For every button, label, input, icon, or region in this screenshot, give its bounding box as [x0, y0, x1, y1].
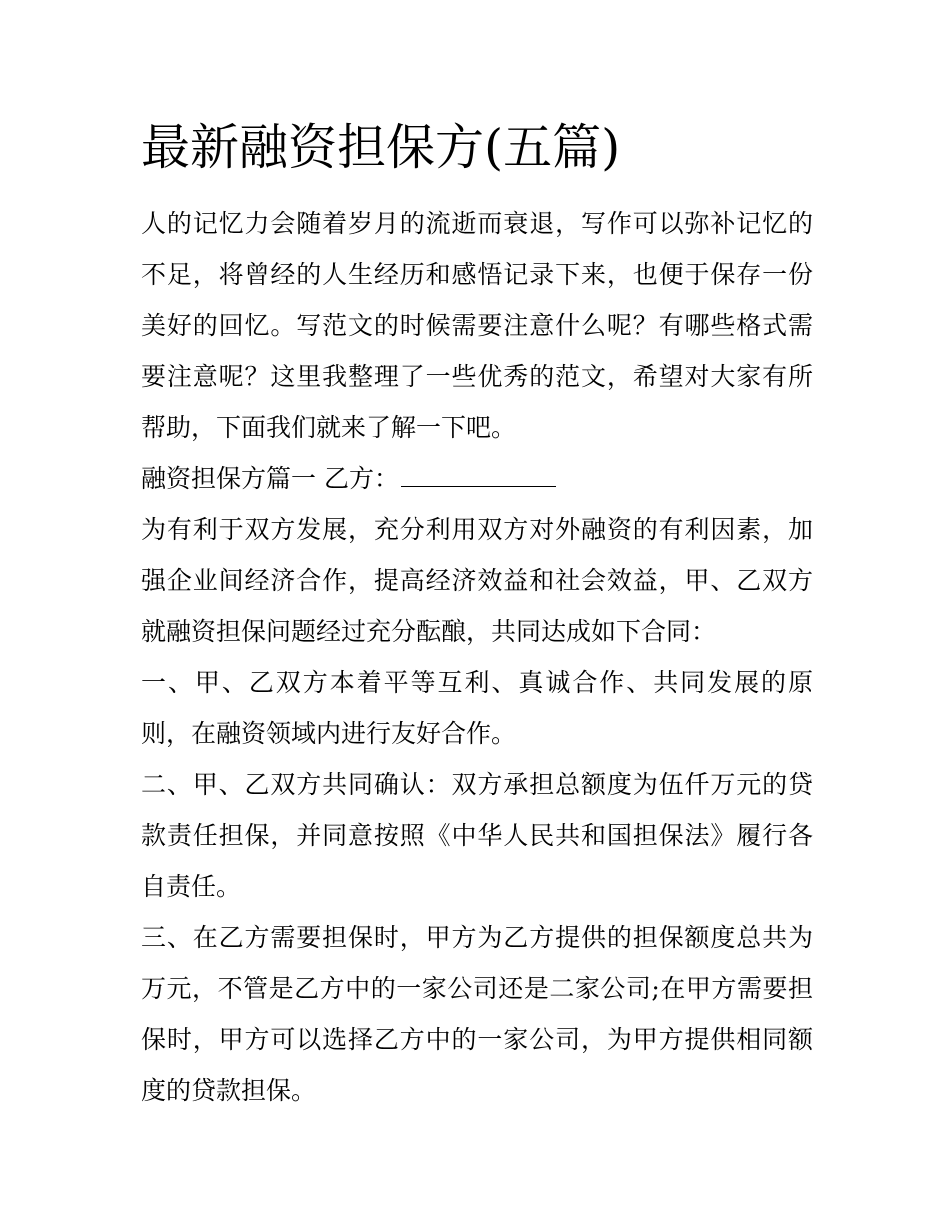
- document-body: [141, 198, 813, 1116]
- section-heading-line: [141, 453, 813, 504]
- party-b-blank-line: [401, 466, 556, 487]
- section-heading: 融资担保方篇一 乙方：: [141, 464, 399, 493]
- clause-2: 二、甲、乙双方共同确认：双方承担总额度为伍仟万元的贷款责任担保，并同意按照《中华人民共和国担保法》履行各自责任。: [141, 770, 813, 901]
- document-title: 最新融资担保方(五篇): [141, 119, 621, 176]
- paragraph-purpose: 为有利于双方发展，充分利用双方对外融资的有利因素，加强企业间经济合作，提高经济效益和社会效益，甲、乙双方就融资担保问题经过充分酝酿，共同达成如下合同：: [141, 515, 813, 646]
- clause-3: 三、在乙方需要担保时，甲方为乙方提供的担保额度总共为万元，不管是乙方中的一家公司还是二家公司;在甲方需要担保时，甲方可以选择乙方中的一家公司，为甲方提供相同额度的贷款担保。: [141, 923, 813, 1105]
- intro-paragraph: 人的记忆力会随着岁月的流逝而衰退，写作可以弥补记忆的不足，将曾经的人生经历和感悟记录下来，也便于保存一份美好的回忆。写范文的时候需要注意什么呢？有哪些格式需要注意呢？这里我整理了一些优秀的范文，希望对大家有所帮助，下面我们就来了解一下吧。: [141, 209, 813, 442]
- clause-1: 一、甲、乙双方本着平等互利、真诚合作、共同发展的原则，在融资领域内进行友好合作。: [141, 668, 813, 748]
